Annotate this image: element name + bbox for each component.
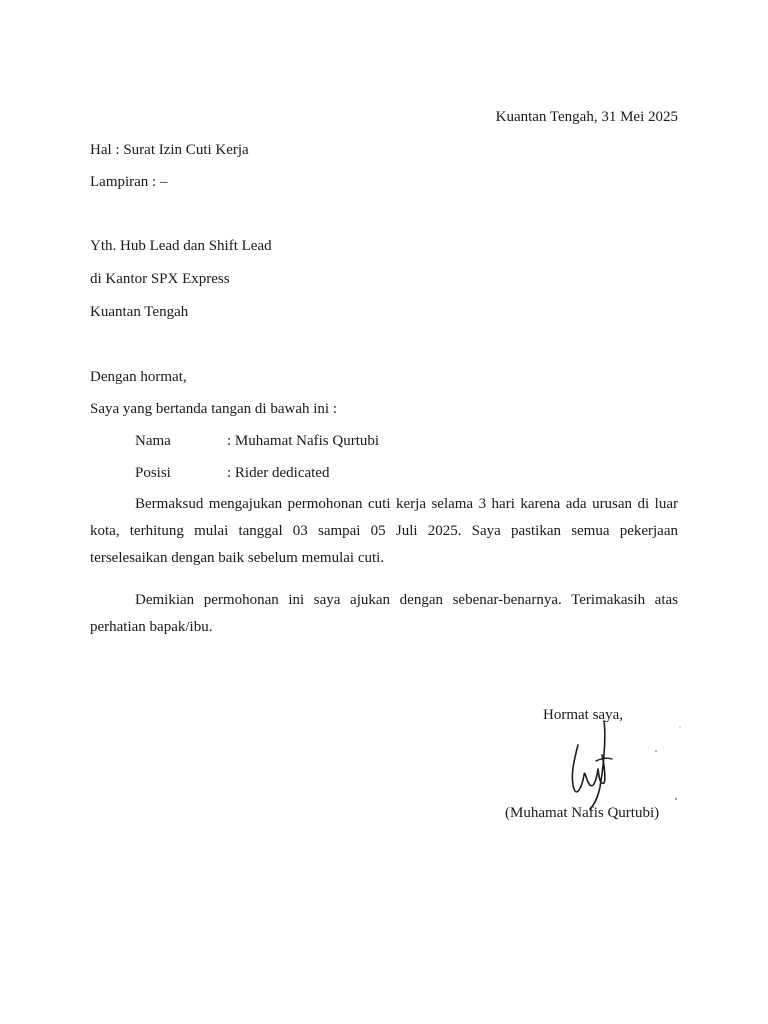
field-value-name: : Muhamat Nafis Qurtubi — [227, 433, 380, 449]
field-value-position: : Rider dedicated — [227, 465, 330, 481]
field-label-position: Posisi — [135, 465, 171, 481]
subject-line: Hal : Surat Izin Cuti Kerja — [90, 142, 249, 158]
handwritten-signature — [560, 715, 690, 810]
greeting: Dengan hormat, — [90, 369, 187, 385]
recipient-line-1: Yth. Hub Lead dan Shift Lead — [90, 238, 272, 254]
attachment-line: Lampiran : – — [90, 174, 168, 190]
place-date: Kuantan Tengah, 31 Mei 2025 — [495, 109, 678, 125]
signature-name: (Muhamat Nafis Qurtubi) — [505, 805, 660, 821]
intro-line: Saya yang bertanda tangan di bawah ini : — [90, 401, 338, 417]
body-paragraph-1: Bermaksud mengajukan permohonan cuti kerja selama 3 hari karena ada urusan di luar kota, terhitung mulai tanggal 03 sampai 05 Juli 2025. Saya pastikan semua pekerjaan terselesaikan dengan baik sebelum memulai cuti. — [90, 496, 678, 566]
recipient-line-2: di Kantor SPX Express — [90, 271, 230, 287]
body-paragraph-2: Demikian permohonan ini saya ajukan dengan sebenar-benarnya. Terimakasih atas perhatian bapak/ibu. — [90, 592, 678, 635]
field-label-name: Nama — [135, 433, 171, 449]
recipient-line-3: Kuantan Tengah — [90, 304, 189, 320]
closing: Hormat saya, — [543, 707, 623, 723]
